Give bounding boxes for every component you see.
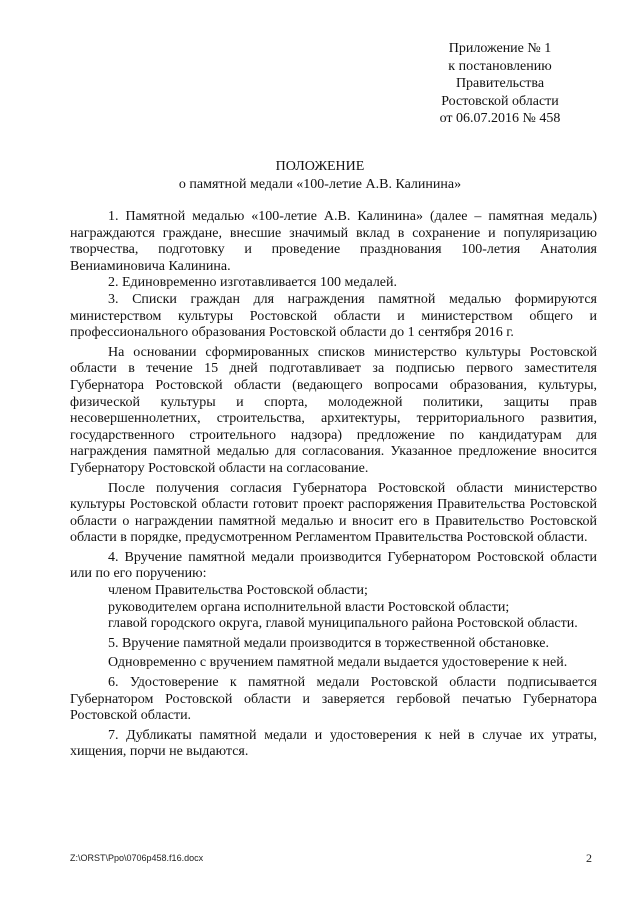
footer-page-number: 2 [586, 851, 592, 865]
appendix-line: от 06.07.2016 № 458 [439, 111, 561, 126]
appendix-line: к постановлению [448, 58, 552, 74]
paragraph: 4. Вручение памятной медали производится Губернатором Ростовской области или по его поручению: [70, 549, 597, 582]
paragraph: 6. Удостоверение к памятной медали Ростовской области подписывается Губернатором Ростовской области и заверяется гербовой печатью Губернатора Ростовской области. [70, 675, 597, 724]
list-item: главой городского округа, главой муниципального района Ростовской области. [108, 616, 578, 632]
list-item: членом Правительства Ростовской области; [108, 583, 368, 599]
appendix-line: Правительства [455, 76, 545, 91]
appendix-line: Приложение № 1 [448, 41, 552, 56]
paragraph: 7. Дубликаты памятной медали и удостоверения к ней в случае их утраты, хищения, порчи не выдаются. [70, 727, 597, 760]
paragraph: На основании сформированных списков министерство культуры Ростовской области в течение 15 дней подготавливает за подписью первого заместителя Губернатора Ростовской области (ведающего вопросами образования, культуры, физической культуры и спорта, молодежной политики, защиты прав несовершеннолетних, строительства, архитектуры, территориального развития, государственного строительного надзора) предложение по кандидатурам для награждения памятной медалью для согласования. Указанное предложение вносится Губернатору Ростовской области на согласование. [70, 344, 597, 476]
appendix-header [405, 40, 595, 128]
document-title: ПОЛОЖЕНИЕ [275, 159, 365, 174]
document-body [70, 209, 597, 761]
document-subtitle: о памятной медали «100-летие А.В. Калинина» [178, 177, 462, 192]
paragraph: Одновременно с вручением памятной медали выдается удостоверение к ней. [108, 655, 568, 671]
footer-file-path: Z:\ORST\Ppo\0706p458.f16.docx [70, 853, 204, 863]
paragraph: После получения согласия Губернатора Ростовской области министерство культуры Ростовской области готовит проект распоряжения Правительства Ростовской области о награждении памятной медалью и вносит его в Правительство Ростовской области в порядке, предусмотренном Регламентом Правительства Ростовской области. [70, 480, 597, 546]
list-item: руководителем органа исполнительной власти Ростовской области; [108, 599, 510, 615]
paragraph: 2. Единовременно изготавливается 100 медалей. [108, 275, 398, 291]
paragraph: 1. Памятной медалью «100-летие А.В. Калинина» (далее – памятная медаль) награждаются граждане, внесшие значимый вклад в сохранение и популяризацию творчества, подготовку и проведение празднования 100-летия Анатолия Вениаминовича Калинина. [70, 209, 597, 274]
document-title-block [0, 158, 640, 194]
paragraph: 5. Вручение памятной медали производится в торжественной обстановке. [108, 635, 549, 651]
appendix-line: Ростовской области [441, 93, 559, 109]
paragraph: 3. Списки граждан для награждения памятной медалью формируются министерством культуры Ростовской области и министерством общего и профессионального образования Ростовской области до 1 сентября 2016 г. [70, 291, 597, 341]
